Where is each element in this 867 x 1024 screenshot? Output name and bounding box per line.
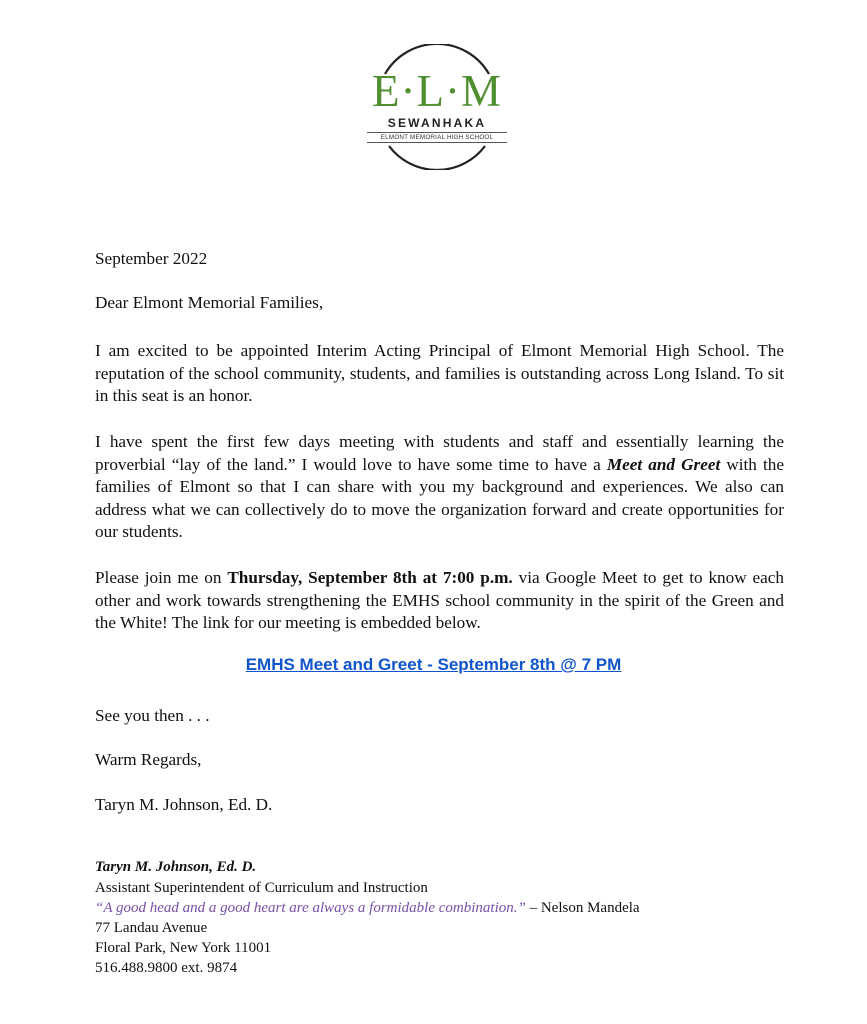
- letter-salutation: Dear Elmont Memorial Families,: [95, 293, 324, 312]
- meeting-link[interactable]: EMHS Meet and Greet - September 8th @ 7 PM: [245, 655, 622, 674]
- p3-text-start: Please join me on: [95, 568, 228, 587]
- logo-district-name: SEWANHAKA: [387, 116, 487, 130]
- signature-phone: 516.488.9800 ext. 9874: [95, 960, 238, 976]
- letter-date: September 2022: [95, 249, 208, 268]
- p3-text-end: via Google Meet to get to know each other and work towards strengthening the EMHS school community in the spirit of the Green and the White! The link for our meeting is embedded below.: [95, 568, 784, 632]
- signature-name: Taryn M. Johnson, Ed. D.: [95, 859, 257, 875]
- signature-quote-line: [95, 898, 640, 918]
- school-logo: [357, 44, 517, 170]
- signed-name: Taryn M. Johnson, Ed. D.: [95, 795, 273, 814]
- paragraph-invitation: [95, 567, 784, 635]
- logo-letters: E·L·M: [372, 66, 502, 116]
- signature-quote-author: – Nelson Mandela: [525, 900, 640, 916]
- logo-school-name: ELMONT MEMORIAL HIGH SCHOOL: [367, 132, 507, 143]
- signature-quote: “A good head and a good heart are always a formidable combination.”: [95, 900, 526, 916]
- paragraph-meet-and-greet: [95, 431, 784, 544]
- meeting-link-row: [0, 654, 867, 676]
- closing-line: See you then . . .: [95, 706, 210, 725]
- signature-title: Assistant Superintendent of Curriculum and Instruction: [95, 880, 428, 896]
- p2-text-start: I have spent the first few days meeting with students and staff and essentially learning the proverbial “lay of the land.” I would love to have some time to have a: [95, 432, 784, 474]
- meeting-date-time: Thursday, September 8th at 7:00 p.m.: [227, 568, 513, 587]
- signature-street: 77 Landau Avenue: [95, 920, 208, 936]
- regards-line: Warm Regards,: [95, 750, 202, 769]
- signature-city: Floral Park, New York 11001: [95, 940, 272, 956]
- p2-text-end: with the families of Elmont so that I can share with you my background and experiences. We also can address what we can collectively do to move the organization forward and create opportunities for our students.: [95, 454, 784, 541]
- meet-and-greet-emphasis: Meet and Greet: [606, 454, 721, 474]
- paragraph-intro: I am excited to be appointed Interim Acting Principal of Elmont Memorial High School. The reputation of the school community, students, and families is outstanding across Long Island. To sit in this seat is an honor.: [95, 341, 784, 405]
